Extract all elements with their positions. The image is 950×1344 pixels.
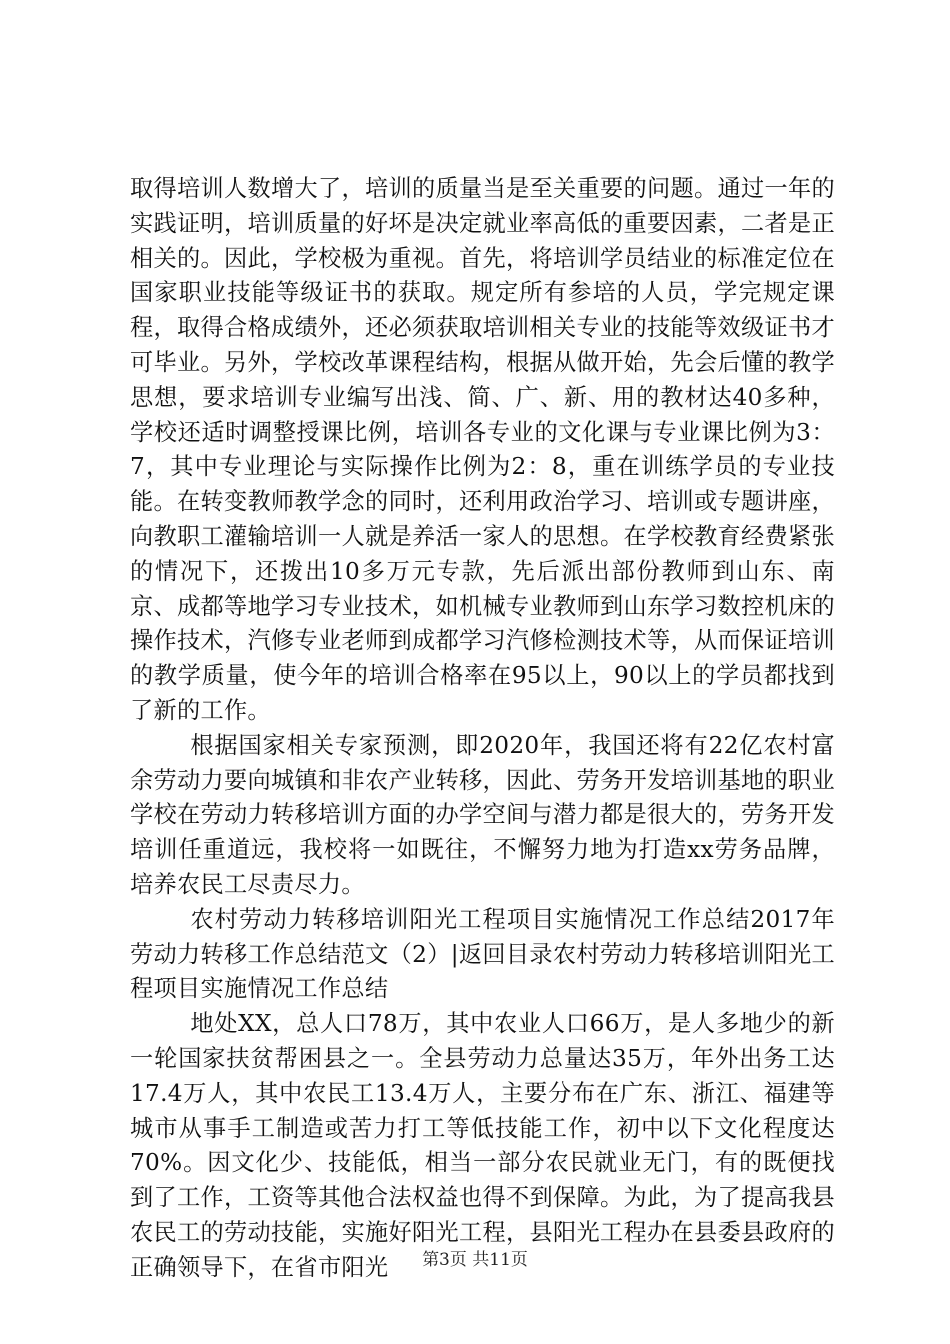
paragraph-expert-forecast: 根据国家相关专家预测，即2020年，我国还将有22亿农村富余劳动力要向城镇和非农产业转移，因此、劳务开发培训基地的职业学校在劳动力转移培训方面的办学空间与潜力都是很大的，劳务开发培训任重道远，我校将一如既往，不懈努力地为打造xx劳务品牌，培养农民工尽责尽力。 [130, 731, 835, 898]
page-number-footer: 第3页 共11页 [422, 1250, 528, 1270]
document-body [130, 172, 835, 1286]
paragraph-county-overview: 地处XX，总人口78万，其中农业人口66万，是人多地少的新一轮国家扶贫帮困县之一。全县劳动力总量达35万，年外出务工达17.4万人，其中农民工13.4万人，主要分布在广东、浙江、福建等城市从事手工制造或苦力打工等低技能工作，初中以下文化程度达70%。因文化少、技能低，相当一部分农民就业无门，有的既便找到了工作，工资等其他合法权益也得不到保障。为此，为了提高我县农民工的劳动技能，实施好阳光工程，县阳光工程办在县委县政府的正确领导下，在省市阳光 [130, 1010, 835, 1281]
paragraph-training-quality: 取得培训人数增大了，培训的质量当是至关重要的问题。通过一年的实践证明，培训质量的好坏是决定就业率高低的重要因素，二者是正相关的。因此，学校极为重视。首先，将培训学员结业的标准定位在国家职业技能等级证书的获取。规定所有参培的人员，学完规定课程，取得合格成绩外，还必须获取培训相关专业的技能等效级证书才可毕业。另外，学校改革课程结构，根据从做开始，先会后懂的教学思想，要求培训专业编写出浅、简、广、新、用的教材达40多种，学校还适时调整授课比例，培训各专业的文化课与专业课比例为3：7，其中专业理论与实际操作比例为2：8，重在训练学员的专业技能。在转变教师教学念的同时，还利用政治学习、培训或专题讲座，向教职工灌输培训一人就是养活一家人的思想。在学校教育经费紧张的情况下，还拨出10多万元专款，先后派出部份教师到山东、南京、成都等地学习专业技术，如机械专业教师到山东学习数控机床的操作技术，汽修专业老师到成都学习汽修检测技术等，从而保证培训的教学质量，使今年的培训合格率在95以上，90以上的学员都找到了新的工作。 [130, 175, 835, 724]
paragraph-section-title: 农村劳动力转移培训阳光工程项目实施情况工作总结2017年劳动力转移工作总结范文（2）|返回目录农村劳动力转移培训阳光工程项目实施情况工作总结 [130, 905, 835, 1003]
